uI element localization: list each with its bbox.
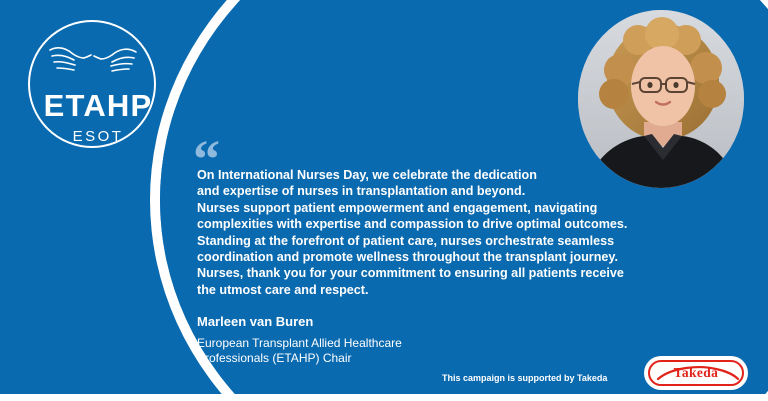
attribution-role xyxy=(197,336,402,366)
quote-line: complexities with expertise and compassion to drive optimal outcomes. xyxy=(197,217,628,232)
quote-line: Nurses, thank you for your commitment to ensuring all patients receive xyxy=(197,266,624,281)
two-hands-reaching-icon xyxy=(48,42,138,76)
avatar xyxy=(578,10,744,188)
takeda-logo-badge xyxy=(648,360,744,386)
quote-mark-icon: “ xyxy=(193,129,220,189)
takeda-logo xyxy=(644,356,748,390)
etahp-logo xyxy=(18,20,178,150)
logo-name: ETAHP xyxy=(43,88,153,123)
quote-line: and expertise of nurses in transplantation and beyond. xyxy=(197,184,526,199)
takeda-wordmark: Takeda xyxy=(673,365,719,380)
bottom-divider xyxy=(0,394,768,401)
sponsor-note: This campaign is supported by Takeda xyxy=(442,373,608,383)
quote-line: On International Nurses Day, we celebrate the dedication xyxy=(197,168,537,182)
takeda-swoosh-icon xyxy=(656,365,740,385)
quote-line: the utmost care and respect. xyxy=(197,282,369,297)
quote-line: coordination and promote wellness throughout the transplant journey. xyxy=(197,250,618,265)
attribution-name: Marleen van Buren xyxy=(197,314,314,329)
quote-text xyxy=(197,167,697,298)
quote-line: Standing at the forefront of patient care, nurses orchestrate seamless xyxy=(197,233,615,248)
attribution-role-line: European Transplant Allied Healthcare xyxy=(197,336,402,350)
attribution-role-line: Professionals (ETAHP) Chair xyxy=(197,351,352,365)
quote-line: Nurses support patient empowerment and engagement, navigating xyxy=(197,200,598,215)
logo-subtitle: ESOT xyxy=(72,128,124,145)
